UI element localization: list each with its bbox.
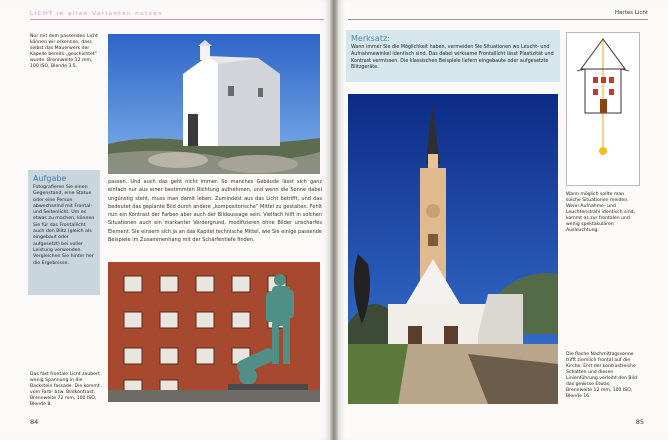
aufgabe-text: Fotografieren Sie einen Gegenstand, eine Statue oder eine Person abwechselnd mit Frontal- und Seitenlicht. Um es etwas zu machen, können Sie für das Frontallicht auch den Blitz (gleich als eingebaut oder aufgesetzt) bei voller Leistung verwenden. Vergleichen Sie hinter her die Ergebnisse. xyxy=(33,185,95,266)
right-running-head-text: Hartes Licht xyxy=(614,10,648,16)
merksatz-text: Wann immer Sie die Möglichkeit haben, vermeiden Sie Situationen wo Leucht- und Aufnahmewinkel identisch sind. Das dabei wirksame Frontallicht lässt Plastizität und Kontrast vermissen. Die klassischen Beispiele liefern eingebaute oder aufgesetzte Blitzgeräte. xyxy=(351,45,554,71)
merksatz-title: Merksatz: xyxy=(351,34,390,43)
statue-illustration xyxy=(108,262,320,402)
left-page-number: 84 xyxy=(30,418,39,426)
chapel-photo xyxy=(108,34,320,174)
aufgabe-title: Aufgabe xyxy=(33,174,67,183)
chapel-caption: Nur mit dem passenden Licht können wir erkennen, dass selbst das Mauerwerk der Kapelle bereits „geschichtet“ wurde. Brennweite 12 mm, 100 ISO, Blende 3.5. xyxy=(30,34,98,69)
sketch-illustration xyxy=(567,33,639,185)
church-photo xyxy=(348,94,558,404)
left-running-head xyxy=(30,10,324,20)
aufgabe-box xyxy=(28,170,100,295)
right-running-head xyxy=(348,10,648,20)
left-page xyxy=(0,0,330,440)
book-gutter xyxy=(330,0,338,440)
right-page xyxy=(338,0,668,440)
left-running-head-text: LICHT in allen Varianten nutzen xyxy=(30,11,164,17)
chapel-illustration xyxy=(108,34,320,174)
body-text: passen. Und auch das geht nicht immer. So manches Gebäude lässt sich ganz einfach nur aus einer bestimmten Richtung aufnehmen, und wenn die Sonne dabei ungünstig steht, muss man damit leben. Zumindest aus das Licht betrifft, und das bedeutet das geplante Bild durch andere „kompositorische“ Mittel zu gestalten. Fehlt nun ein Kontrast der Farben aber auch der Bildaussage sein. Vielfach hilft in solchen Situationen auch ein markanter Vordergrund, modifizieren ohne Bilder unscharfes Element. Sie einsern sich ja an das Kapitel technische Mittel, wie Sie einige passende Beispiele im Zusammenhang mit der Schärfentiefe finden. xyxy=(108,179,322,244)
merksatz-box xyxy=(346,30,560,82)
right-page-number: 85 xyxy=(635,418,644,426)
statue-caption: Das fast frontale Licht zaubert wenig Spannung in die Backstein fassade. Die kommt vom Farb- bzw. Bildkontrast. Brennweite 72 mm, 100 ISO, Blende 8. xyxy=(30,372,100,407)
church-caption: Die flache Nachmittagssonne trifft ziemlich frontal auf die Kirche. Erst der kontrastreiche Schatten und diesen Linienführung verleiht den Bild das gewisse Etwas. Brennweite 12 mm, 100 ISO, Blende 16. xyxy=(566,352,638,399)
church-illustration xyxy=(348,94,558,404)
church-sketch xyxy=(566,32,640,186)
statue-photo xyxy=(108,262,320,402)
sketch-caption: Wann möglich sollte man solche Situationen meiden. Wenn Aufnahme- und Leuchtenstrahl identisch sind, kommt es zur frontalen und wenig spektakulären Ausleuchtung. xyxy=(566,192,635,233)
